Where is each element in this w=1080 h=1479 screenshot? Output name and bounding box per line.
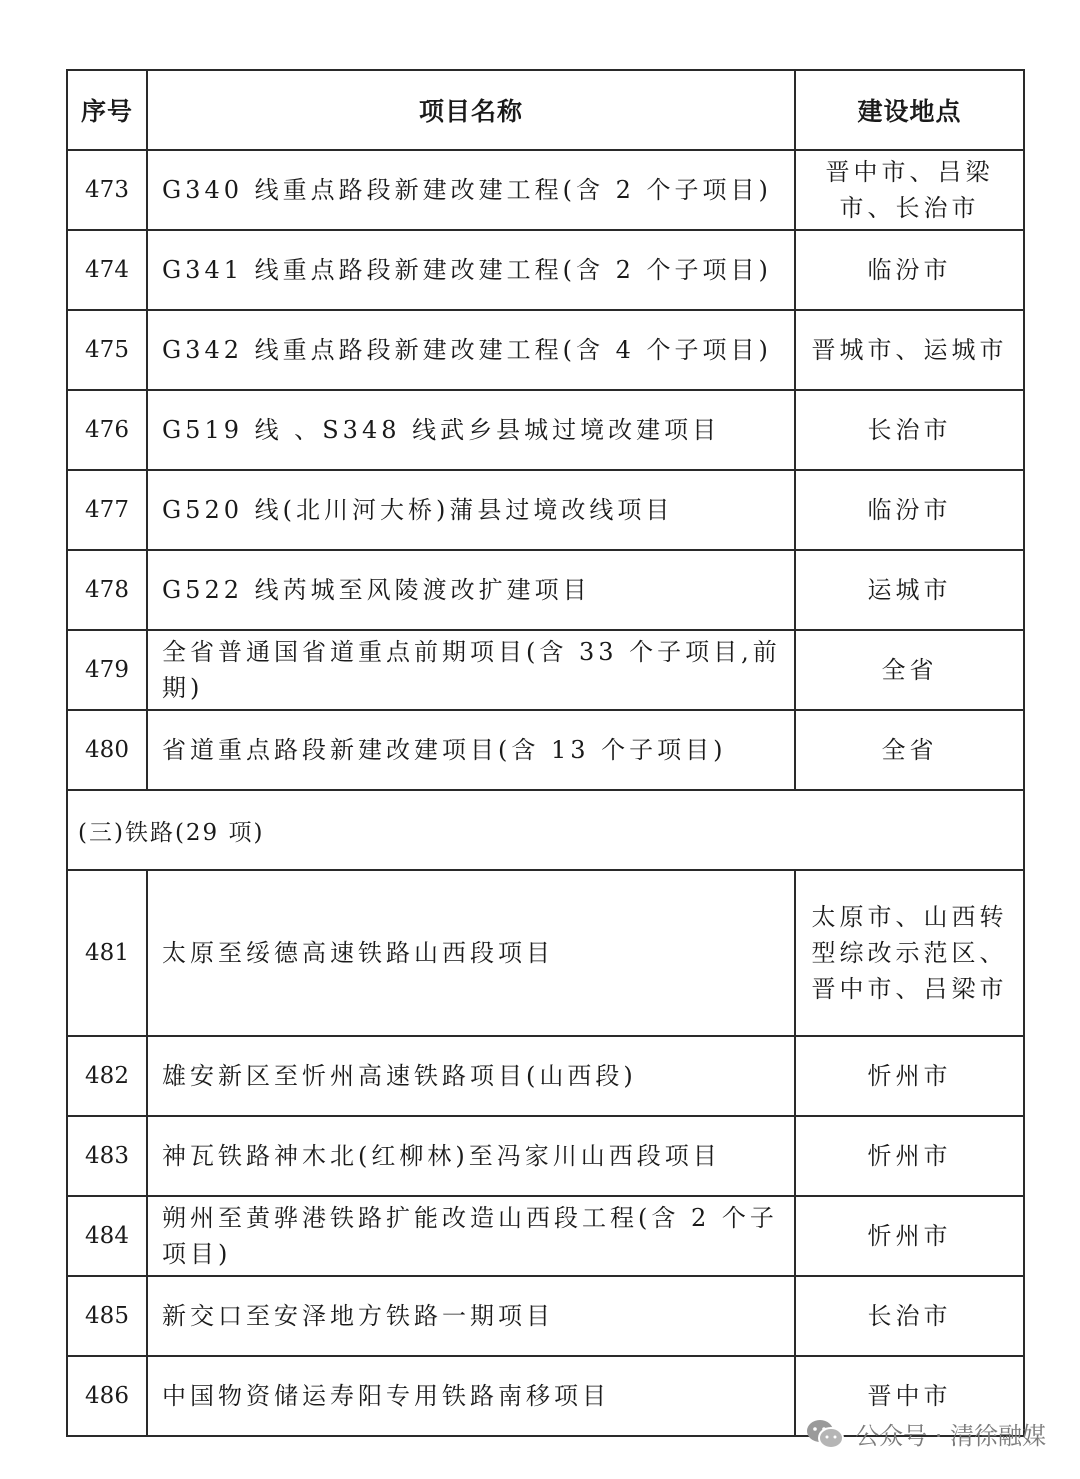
row-name: 全省普通国省道重点前期项目(含 33 个子项目,前期) bbox=[147, 630, 795, 710]
section-title: (三)铁路(29 项) bbox=[67, 790, 1024, 870]
row-name: 朔州至黄骅港铁路扩能改造山西段工程(含 2 个子项目) bbox=[147, 1196, 795, 1276]
watermark-text: 公众号 · 清徐融媒 bbox=[855, 1422, 1046, 1450]
row-seq: 473 bbox=[67, 150, 147, 230]
row-name: 太原至绥德高速铁路山西段项目 bbox=[147, 870, 795, 1036]
project-table bbox=[66, 69, 1025, 1437]
row-seq: 478 bbox=[67, 550, 147, 630]
row-location: 忻州市 bbox=[795, 1036, 1024, 1116]
row-location: 忻州市 bbox=[795, 1196, 1024, 1276]
table-row bbox=[67, 1276, 1024, 1356]
row-name: 省道重点路段新建改建项目(含 13 个子项目) bbox=[147, 710, 795, 790]
table-row bbox=[67, 390, 1024, 470]
row-seq: 475 bbox=[67, 310, 147, 390]
row-location: 太原市、山西转型综改示范区、晋中市、吕梁市 bbox=[795, 870, 1024, 1036]
table-row bbox=[67, 1116, 1024, 1196]
row-name: G520 线(北川河大桥)蒲县过境改线项目 bbox=[147, 470, 795, 550]
row-seq: 477 bbox=[67, 470, 147, 550]
row-name: 神瓦铁路神木北(红柳林)至冯家川山西段项目 bbox=[147, 1116, 795, 1196]
row-location: 全省 bbox=[795, 630, 1024, 710]
table-row bbox=[67, 150, 1024, 230]
row-location: 忻州市 bbox=[795, 1116, 1024, 1196]
row-seq: 482 bbox=[67, 1036, 147, 1116]
row-seq: 474 bbox=[67, 230, 147, 310]
header-seq: 序号 bbox=[67, 70, 147, 150]
row-name: G522 线芮城至风陵渡改扩建项目 bbox=[147, 550, 795, 630]
table-row bbox=[67, 1196, 1024, 1276]
row-seq: 483 bbox=[67, 1116, 147, 1196]
row-location: 长治市 bbox=[795, 1276, 1024, 1356]
row-seq: 485 bbox=[67, 1276, 147, 1356]
row-location: 晋中市、吕梁市、长治市 bbox=[795, 150, 1024, 230]
row-location: 晋中市 bbox=[795, 1356, 1024, 1436]
table-row bbox=[67, 630, 1024, 710]
row-name: 新交口至安泽地方铁路一期项目 bbox=[147, 1276, 795, 1356]
row-location: 临汾市 bbox=[795, 470, 1024, 550]
row-seq: 484 bbox=[67, 1196, 147, 1276]
table-row bbox=[67, 550, 1024, 630]
row-location: 全省 bbox=[795, 710, 1024, 790]
table-row bbox=[67, 230, 1024, 310]
header-location: 建设地点 bbox=[795, 70, 1024, 150]
row-seq: 481 bbox=[67, 870, 147, 1036]
row-seq: 486 bbox=[67, 1356, 147, 1436]
row-location: 长治市 bbox=[795, 390, 1024, 470]
table-row bbox=[67, 870, 1024, 1036]
row-seq: 480 bbox=[67, 710, 147, 790]
row-location: 运城市 bbox=[795, 550, 1024, 630]
section-row bbox=[67, 790, 1024, 870]
table-row bbox=[67, 310, 1024, 390]
row-name: G519 线 、S348 线武乡县城过境改建项目 bbox=[147, 390, 795, 470]
wechat-icon bbox=[805, 1418, 845, 1450]
row-name: G342 线重点路段新建改建工程(含 4 个子项目) bbox=[147, 310, 795, 390]
row-name: G340 线重点路段新建改建工程(含 2 个子项目) bbox=[147, 150, 795, 230]
row-name: G341 线重点路段新建改建工程(含 2 个子项目) bbox=[147, 230, 795, 310]
table-row bbox=[67, 1036, 1024, 1116]
header-row bbox=[67, 70, 1024, 150]
row-location: 晋城市、运城市 bbox=[795, 310, 1024, 390]
watermark bbox=[805, 1416, 1046, 1451]
row-seq: 479 bbox=[67, 630, 147, 710]
row-location: 临汾市 bbox=[795, 230, 1024, 310]
row-name: 雄安新区至忻州高速铁路项目(山西段) bbox=[147, 1036, 795, 1116]
row-seq: 476 bbox=[67, 390, 147, 470]
table-row bbox=[67, 710, 1024, 790]
header-name: 项目名称 bbox=[147, 70, 795, 150]
row-name: 中国物资储运寿阳专用铁路南移项目 bbox=[147, 1356, 795, 1436]
table-row bbox=[67, 470, 1024, 550]
